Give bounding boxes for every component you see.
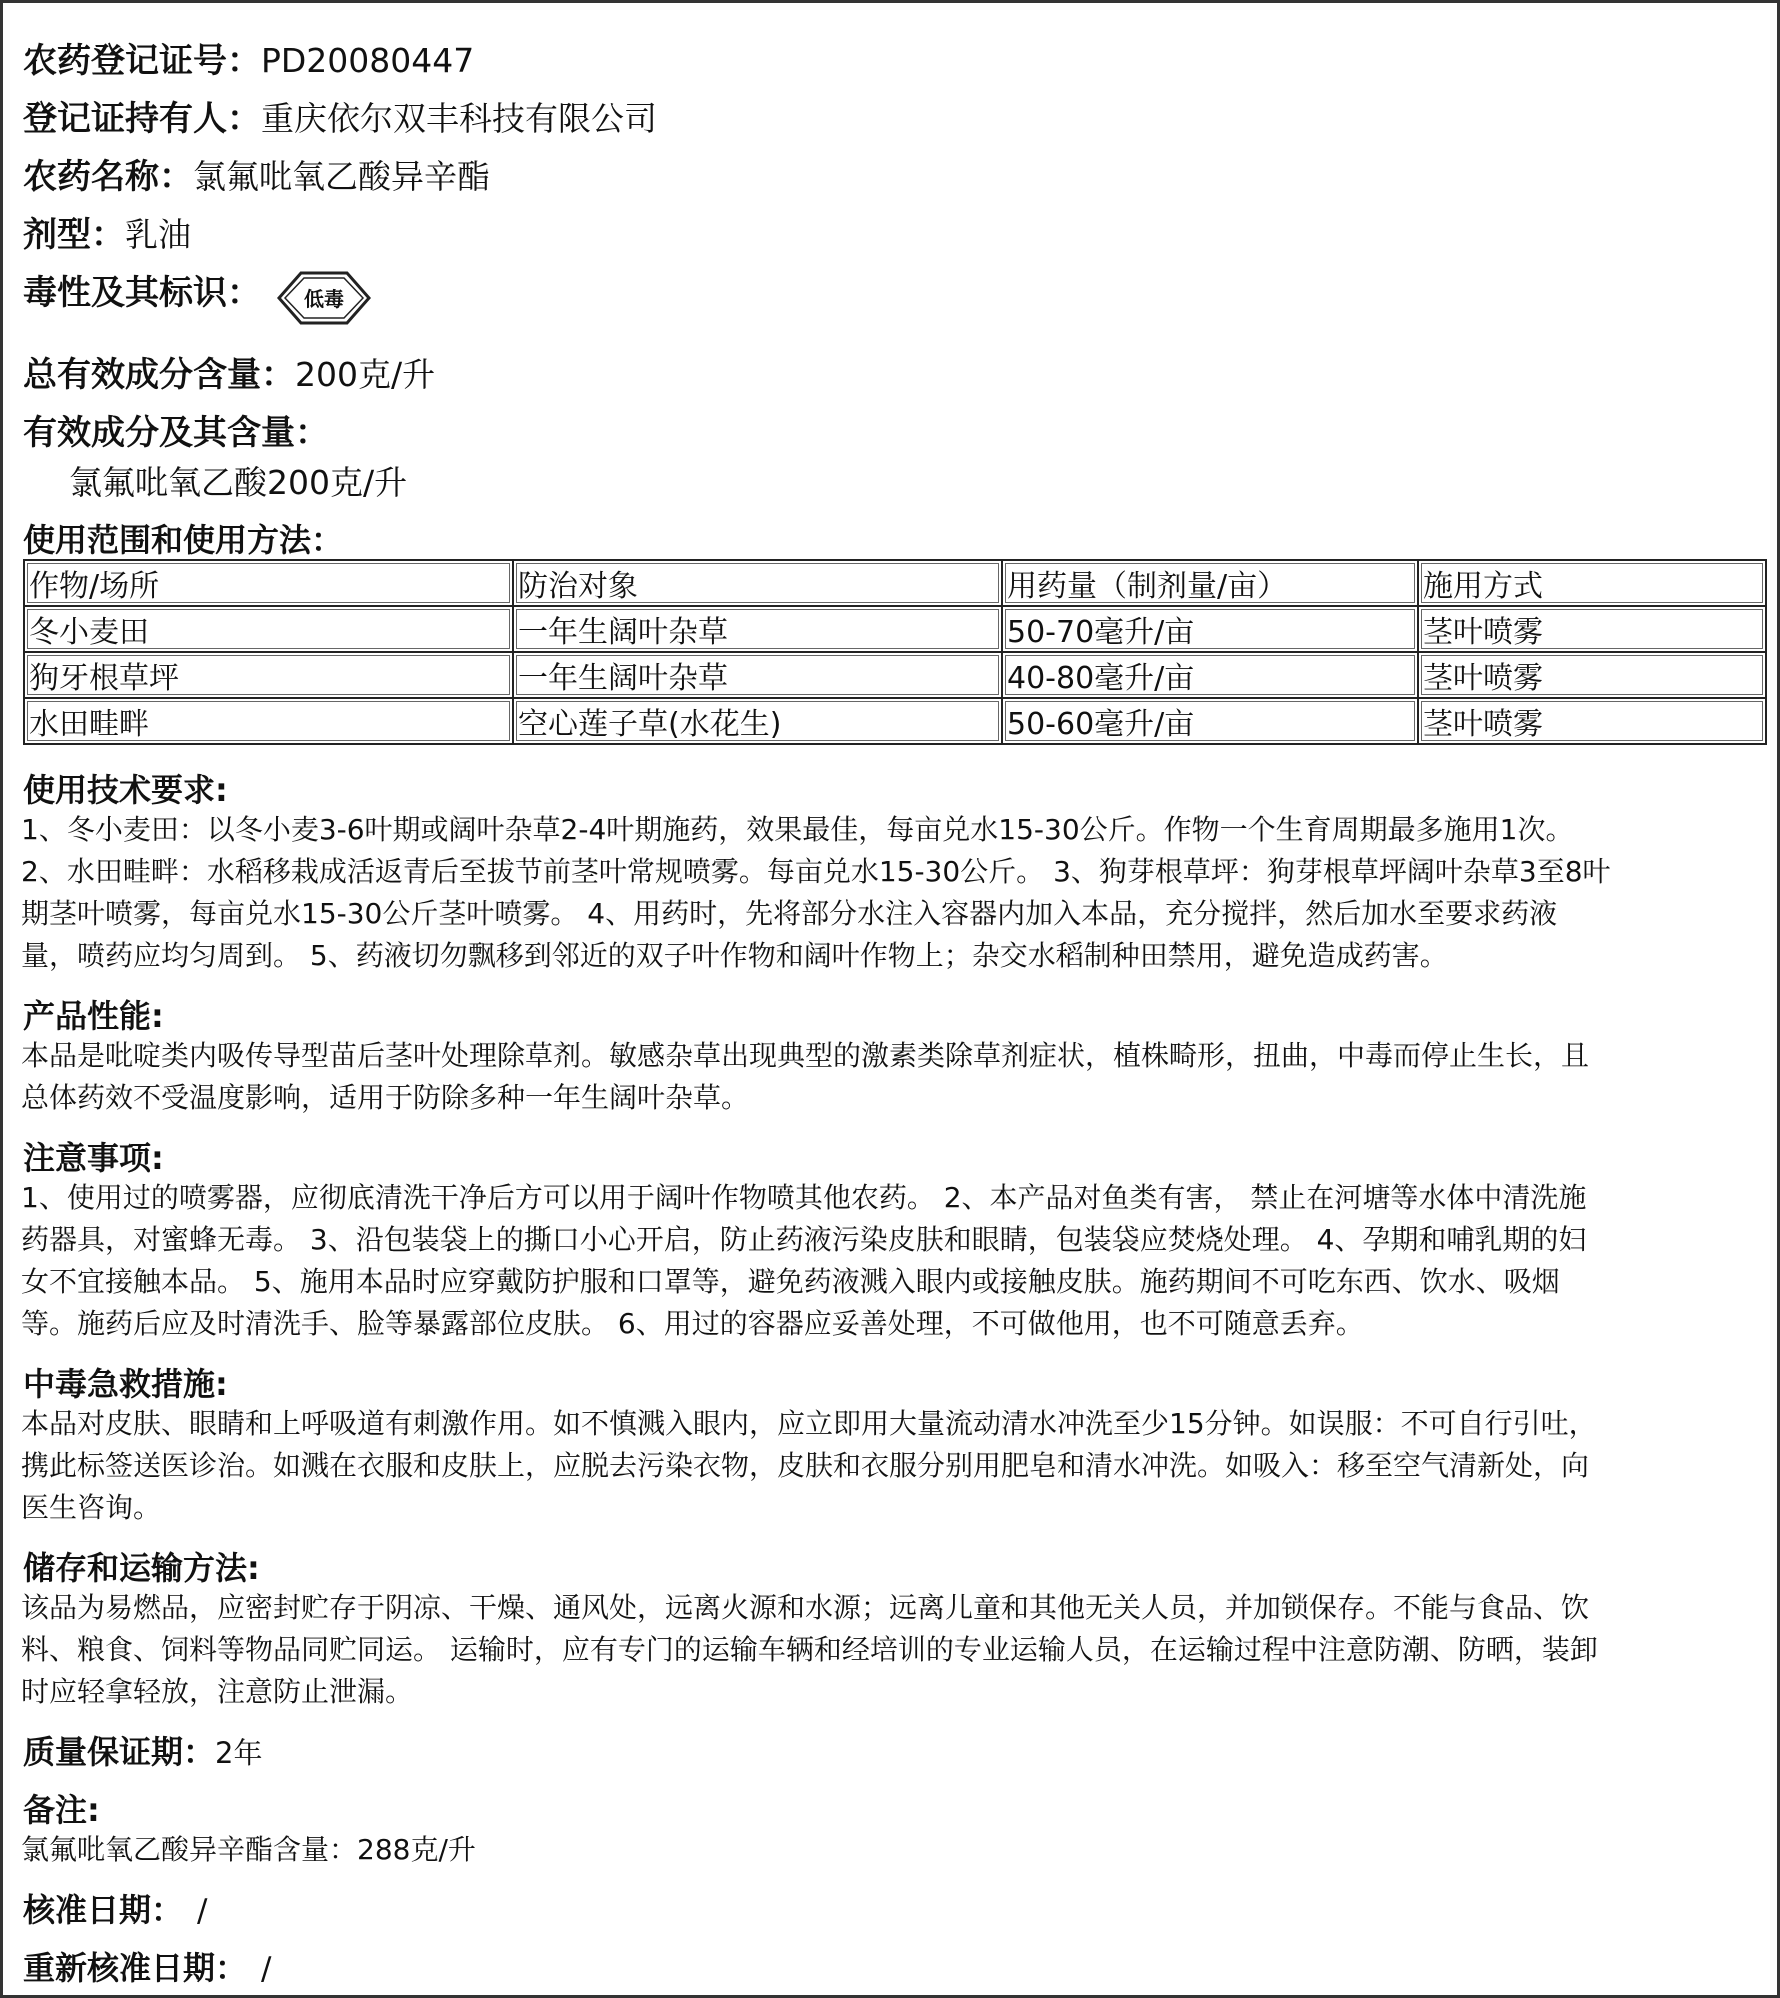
product-performance-text xyxy=(21,1035,1769,1119)
warranty-value: 2年 xyxy=(215,1736,263,1770)
precautions-text xyxy=(21,1177,1769,1345)
paragraph-line: 药器具，对蜜蜂无毒。 3、沿包装袋上的撕口小心开启，防止药液污染皮肤和眼睛，包装袋应焚烧处理。 4、孕期和哺乳期的妇 xyxy=(21,1223,1587,1256)
total-content-row xyxy=(23,347,435,396)
low-toxicity-badge xyxy=(275,269,373,327)
usage-table xyxy=(23,559,1767,745)
table-cell: 茎叶喷雾 xyxy=(1418,698,1766,744)
warranty-label: 质量保证期： xyxy=(23,1733,216,1771)
table-row xyxy=(24,652,1766,698)
formulation-label: 剂型： xyxy=(23,215,125,255)
precautions-title: 注意事项: xyxy=(23,1139,164,1177)
paragraph-line: 本品是吡啶类内吸传导型苗后茎叶处理除草剂。敏感杂草出现典型的激素类除草剂症状，植株畸形，扭曲，中毒而停止生长，且 xyxy=(21,1039,1590,1072)
table-header-cell: 防治对象 xyxy=(513,560,1002,606)
paragraph-line: 医生咨询。 xyxy=(21,1491,162,1524)
table-cell: 一年生阔叶杂草 xyxy=(513,652,1002,698)
table-cell: 茎叶喷雾 xyxy=(1418,606,1766,652)
paragraph-line: 1、冬小麦田：以冬小麦3-6叶期或阔叶杂草2-4叶期施药，效果最佳，每亩兑水15-30公斤。作物一个生育周期最多施用1次。 xyxy=(21,813,1574,846)
paragraph-line: 该品为易燃品，应密封贮存于阴凉、干燥、通风处，远离火源和水源；远离儿童和其他无关人员，并加锁保存。不能与食品、饮 xyxy=(21,1591,1590,1624)
table-header-cell: 用药量（制剂量/亩） xyxy=(1002,560,1418,606)
pesticide-name-value: 氯氟吡氧乙酸异辛酯 xyxy=(193,157,490,196)
reapproval-date-value: / xyxy=(261,1951,272,1987)
formulation-value: 乳油 xyxy=(125,215,191,254)
paragraph-line: 等。施药后应及时清洗手、脸等暴露部位皮肤。 6、用过的容器应妥善处理，不可做他用，也不可随意丢弃。 xyxy=(21,1307,1364,1340)
pesticide-name-label: 农药名称： xyxy=(23,157,193,197)
storage-text xyxy=(21,1587,1769,1713)
formulation-row xyxy=(23,207,191,256)
remarks-title: 备注: xyxy=(23,1791,100,1829)
active-ingredient-value: 氯氟吡氧乙酸200克/升 xyxy=(69,463,408,502)
paragraph-line: 本品对皮肤、眼睛和上呼吸道有刺激作用。如不慎溅入眼内，应立即用大量流动清水冲洗至少15分钟。如误服：不可自行引吐， xyxy=(21,1407,1597,1440)
holder-label: 登记证持有人： xyxy=(23,99,261,139)
table-header-cell: 施用方式 xyxy=(1418,560,1766,606)
table-cell: 水田畦畔 xyxy=(24,698,513,744)
warranty-row xyxy=(23,1727,262,1773)
reapproval-date-row xyxy=(23,1943,271,1989)
registration-value: PD20080447 xyxy=(261,41,475,80)
paragraph-line: 2、水田畦畔：水稻移栽成活返青后至拔节前茎叶常规喷雾。每亩兑水15-30公斤。 3、狗芽根草坪：狗芽根草坪阔叶杂草3至8叶 xyxy=(21,855,1611,888)
table-cell: 空心莲子草(水花生) xyxy=(513,698,1002,744)
total-content-value: 200克/升 xyxy=(295,355,436,394)
table-row xyxy=(24,606,1766,652)
approval-date-value: / xyxy=(197,1893,208,1929)
reapproval-date-label: 重新核准日期： xyxy=(23,1949,248,1987)
registration-row xyxy=(23,33,474,82)
paragraph-line: 总体药效不受温度影响，适用于防除多种一年生阔叶杂草。 xyxy=(21,1081,750,1114)
active-ingredients-label: 有效成分及其含量： xyxy=(23,413,329,453)
usage-section-title: 使用范围和使用方法： xyxy=(23,521,344,559)
paragraph-line: 氯氟吡氧乙酸异辛酯含量：288克/升 xyxy=(21,1833,476,1866)
toxicity-diamond-icon xyxy=(275,269,373,327)
paragraph-line: 1、使用过的喷雾器，应彻底清洗干净后方可以用于阔叶作物喷其他农药。 2、本产品对鱼类有害， 禁止在河塘等水体中清洗施 xyxy=(21,1181,1587,1214)
holder-row xyxy=(23,91,657,140)
active-ingredients-row xyxy=(23,405,329,454)
first-aid-text xyxy=(21,1403,1769,1529)
first-aid-title: 中毒急救措施: xyxy=(23,1365,228,1403)
registration-label: 农药登记证号： xyxy=(23,41,261,81)
paragraph-line: 携此标签送医诊治。如溅在衣服和皮肤上，应脱去污染衣物，皮肤和衣服分别用肥皂和清水冲洗。如吸入：移至空气清新处，向 xyxy=(21,1449,1590,1482)
table-cell: 茎叶喷雾 xyxy=(1418,652,1766,698)
table-header-cell: 作物/场所 xyxy=(24,560,513,606)
table-cell: 40-80毫升/亩 xyxy=(1002,652,1418,698)
paragraph-line: 女不宜接触本品。 5、施用本品时应穿戴防护服和口罩等，避免药液溅入眼内或接触皮肤。施药期间不可吃东西、饮水、吸烟 xyxy=(21,1265,1560,1298)
toxicity-badge-text: 低毒 xyxy=(304,287,344,311)
table-cell: 50-60毫升/亩 xyxy=(1002,698,1418,744)
remarks-text xyxy=(21,1829,1769,1871)
technical-requirements-text xyxy=(21,809,1769,977)
product-performance-title: 产品性能: xyxy=(23,997,164,1035)
toxicity-label: 毒性及其标识： xyxy=(23,273,261,313)
approval-date-row xyxy=(23,1885,207,1931)
table-cell: 一年生阔叶杂草 xyxy=(513,606,1002,652)
technical-requirements-title: 使用技术要求: xyxy=(23,771,228,809)
table-cell: 50-70毫升/亩 xyxy=(1002,606,1418,652)
pesticide-name-row xyxy=(23,149,490,198)
total-content-label: 总有效成分含量： xyxy=(23,355,295,395)
paragraph-line: 期茎叶喷雾，每亩兑水15-30公斤茎叶喷雾。 4、用药时，先将部分水注入容器内加入本品，充分搅拌，然后加水至要求药液 xyxy=(21,897,1558,930)
table-cell: 狗牙根草坪 xyxy=(24,652,513,698)
paragraph-line: 时应轻拿轻放，注意防止泄漏。 xyxy=(21,1675,414,1708)
table-row xyxy=(24,698,1766,744)
holder-value: 重庆依尔双丰科技有限公司 xyxy=(261,99,657,138)
table-cell: 冬小麦田 xyxy=(24,606,513,652)
toxicity-row xyxy=(23,265,261,314)
table-header-row xyxy=(24,560,1766,606)
storage-title: 储存和运输方法: xyxy=(23,1549,260,1587)
paragraph-line: 料、粮食、饲料等物品同贮同运。 运输时，应有专门的运输车辆和经培训的专业运输人员，在运输过程中注意防潮、防晒，装卸 xyxy=(21,1633,1598,1666)
active-ingredient-item xyxy=(69,457,407,504)
paragraph-line: 量，喷药应均匀周到。 5、药液切勿飘移到邻近的双子叶作物和阔叶作物上；杂交水稻制种田禁用，避免造成药害。 xyxy=(21,939,1448,972)
approval-date-label: 核准日期： xyxy=(23,1891,184,1929)
